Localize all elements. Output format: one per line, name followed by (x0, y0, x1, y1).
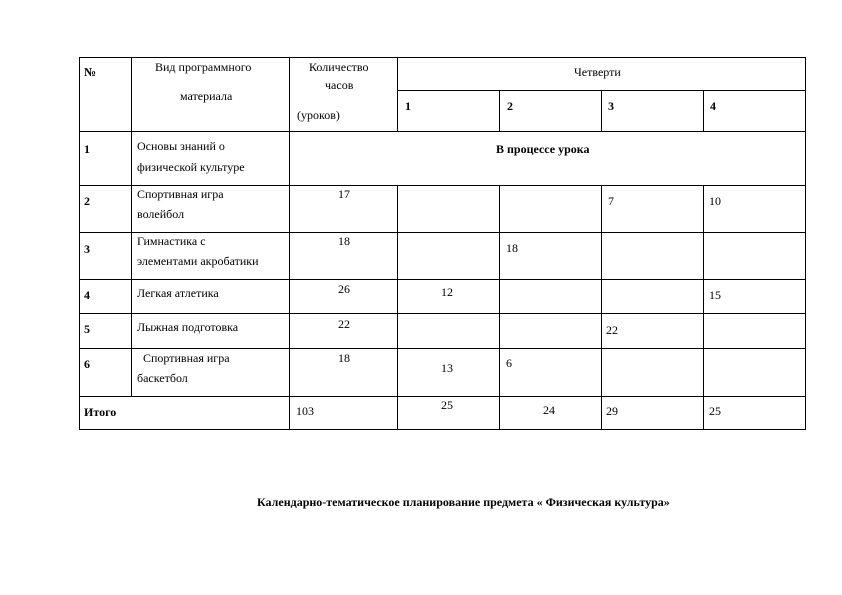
row-5-q3: 22 (606, 323, 618, 337)
header-q3: 3 (608, 99, 614, 113)
row-6-name-line1: Спортивная игра (137, 351, 230, 365)
header-hours-line1: Количество (309, 60, 369, 74)
header-material-line2: материала (180, 89, 233, 103)
row-3-q2: 18 (506, 241, 518, 255)
total-q1: 25 (441, 398, 453, 412)
row-3-name-line2: элементами акробатики (137, 254, 259, 268)
row-2-name-line2: волейбол (137, 207, 185, 221)
row-1-num: 1 (84, 142, 90, 156)
row-5-hours: 22 (338, 317, 350, 331)
row-line-3 (79, 279, 806, 280)
row-3-name-line1: Гимнастика с (137, 234, 206, 248)
row-1-merged-text: В процессе урока (496, 142, 590, 156)
total-label: Итого (84, 405, 117, 419)
row-6-q1: 13 (441, 361, 453, 375)
col-line-q3-header (703, 90, 704, 132)
table-border-left (79, 57, 80, 430)
row-4-name-line1: Легкая атлетика (137, 286, 219, 300)
row-2-hours: 17 (338, 187, 350, 201)
col-line-q3 (703, 185, 704, 430)
header-quarters: Четверти (574, 65, 621, 79)
row-line-4 (79, 313, 806, 314)
header-q4: 4 (710, 99, 716, 113)
row-3-num: 3 (84, 242, 90, 256)
col-line-q1-header (499, 90, 500, 132)
header-hours-line3: (уроков) (297, 108, 340, 122)
row-4-num: 4 (84, 288, 90, 302)
row-6-name-line2: баскетбол (137, 371, 188, 385)
row-4-q4: 15 (709, 288, 721, 302)
total-q3: 29 (606, 404, 618, 418)
row-2-name-line1: Спортивная игра (137, 187, 224, 201)
col-line-hours (397, 185, 398, 430)
row-6-hours: 18 (338, 351, 350, 365)
row-2-q3: 7 (608, 194, 614, 208)
table-border-top (79, 57, 806, 58)
total-q4: 25 (709, 404, 721, 418)
row-6-num: 6 (84, 357, 90, 371)
col-line-q2-header (601, 90, 602, 132)
header-material-line1: Вид программного (155, 60, 252, 74)
col-line-hours-header (397, 57, 398, 132)
row-line-5 (79, 348, 806, 349)
col-line-q2 (601, 185, 602, 430)
row-1-name-line1: Основы знаний о (137, 139, 225, 153)
row-line-1 (79, 185, 806, 186)
row-line-6 (79, 396, 806, 397)
total-q2: 24 (543, 403, 555, 417)
row-line-2 (79, 232, 806, 233)
row-5-num: 5 (84, 322, 90, 336)
header-bottom-line (79, 131, 806, 132)
row-3-hours: 18 (338, 234, 350, 248)
row-4-q1: 12 (441, 285, 453, 299)
row-5-name-line1: Лыжная подготовка (137, 320, 239, 334)
row-2-q4: 10 (709, 194, 721, 208)
row-1-name-line2: физической культуре (137, 160, 245, 174)
header-hours-line2: часов (325, 78, 354, 92)
row-6-q2: 6 (506, 356, 512, 370)
table-border-bottom (79, 429, 806, 430)
table-border-right (805, 57, 806, 430)
document-caption: Календарно-тематическое планирование предмета « Физическая культура» (257, 495, 670, 509)
header-num: № (84, 65, 97, 79)
header-q2: 2 (507, 99, 513, 113)
row-2-num: 2 (84, 194, 90, 208)
col-line-material (289, 57, 290, 430)
total-hours: 103 (296, 404, 314, 418)
row-4-hours: 26 (338, 282, 350, 296)
col-line-num (131, 57, 132, 396)
col-line-q1 (499, 185, 500, 430)
header-q1: 1 (405, 99, 411, 113)
